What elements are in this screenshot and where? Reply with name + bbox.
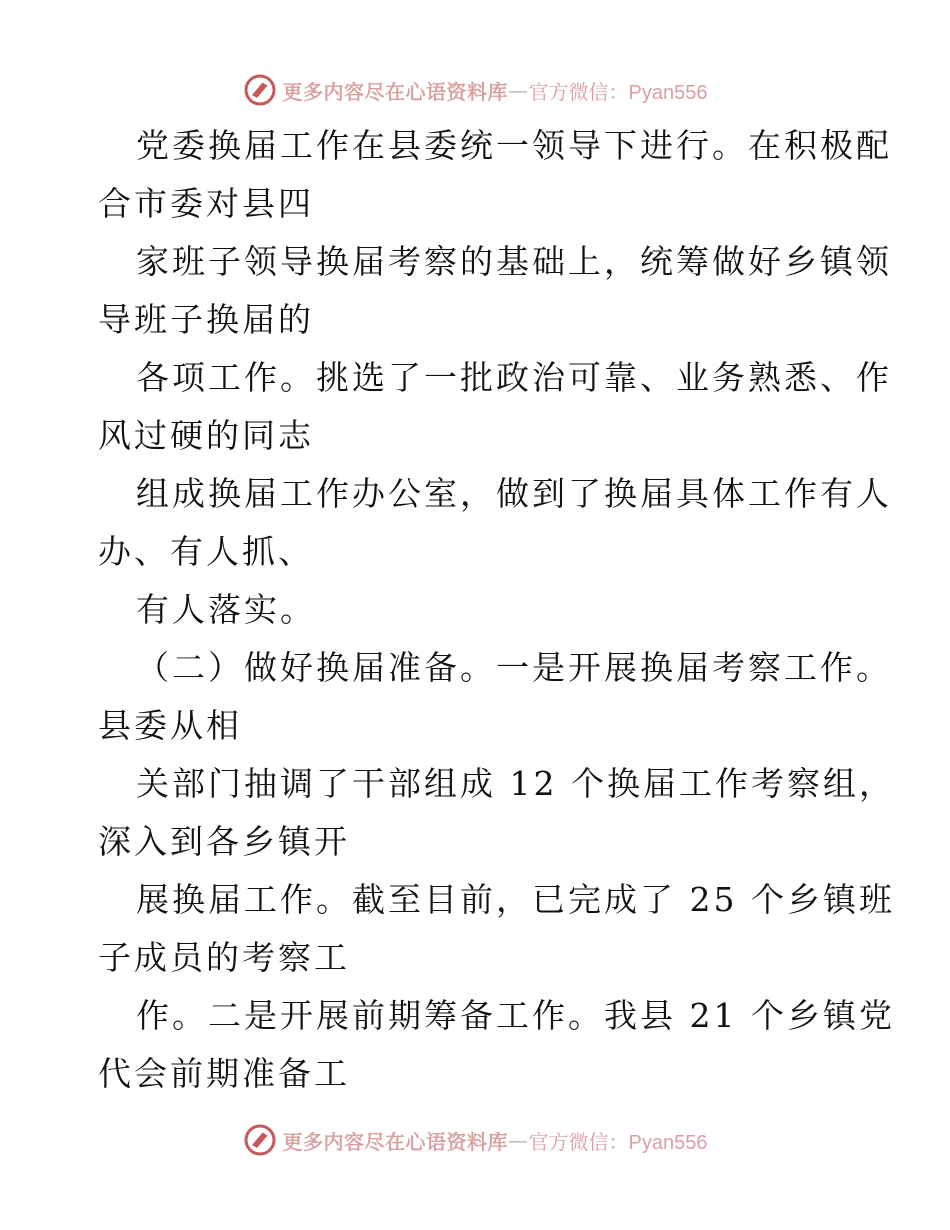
text-line: 党委换届工作在县委统一领导下进行。在积极配 [136,126,892,165]
text-line: 县委从相 [98,706,242,745]
text-line: 组成换届工作办公室，做到了换届具体工作有人 [136,474,892,513]
text-line: 家班子领导换届考察的基础上，统筹做好乡镇领 [136,242,892,281]
text-line: 关部门抽调了干部组成 12 个换届工作考察组， [136,764,895,803]
text-line: 子成员的考察工 [98,938,350,977]
watermark-logo-icon [243,73,277,107]
text-line: 风过硬的同志 [98,416,314,455]
watermark-text: 更多内容尽在心语资料库 [282,1129,509,1154]
text-line: （二）做好换届准备。一是开展换届考察工作。 [136,648,892,687]
text-line: 展换届工作。截至目前，已完成了 25 个乡镇班 [136,880,895,919]
text-line: 各项工作。挑选了一批政治可靠、业务熟悉、作 [136,358,892,397]
watermark-separator: — [508,78,529,102]
text-line: 深入到各乡镇开 [98,822,350,861]
text-line: 办、有人抓、 [98,532,314,571]
text-line: 合市委对县四 [98,184,314,223]
page-header-watermark [0,70,950,110]
watermark-logo-icon [243,1123,277,1157]
text-line: 代会前期准备工 [98,1054,350,1093]
text-line: 有人落实。 [136,590,316,629]
page-footer-watermark [0,1120,950,1160]
watermark-contact: 官方微信：Pyan556 [528,1131,708,1154]
watermark-contact: 官方微信：Pyan556 [528,81,708,104]
watermark-text: 更多内容尽在心语资料库 [282,79,509,104]
text-line: 导班子换届的 [98,300,314,339]
text-line: 作。二是开展前期筹备工作。我县 21 个乡镇党 [136,996,895,1035]
watermark-separator: — [508,1128,529,1152]
